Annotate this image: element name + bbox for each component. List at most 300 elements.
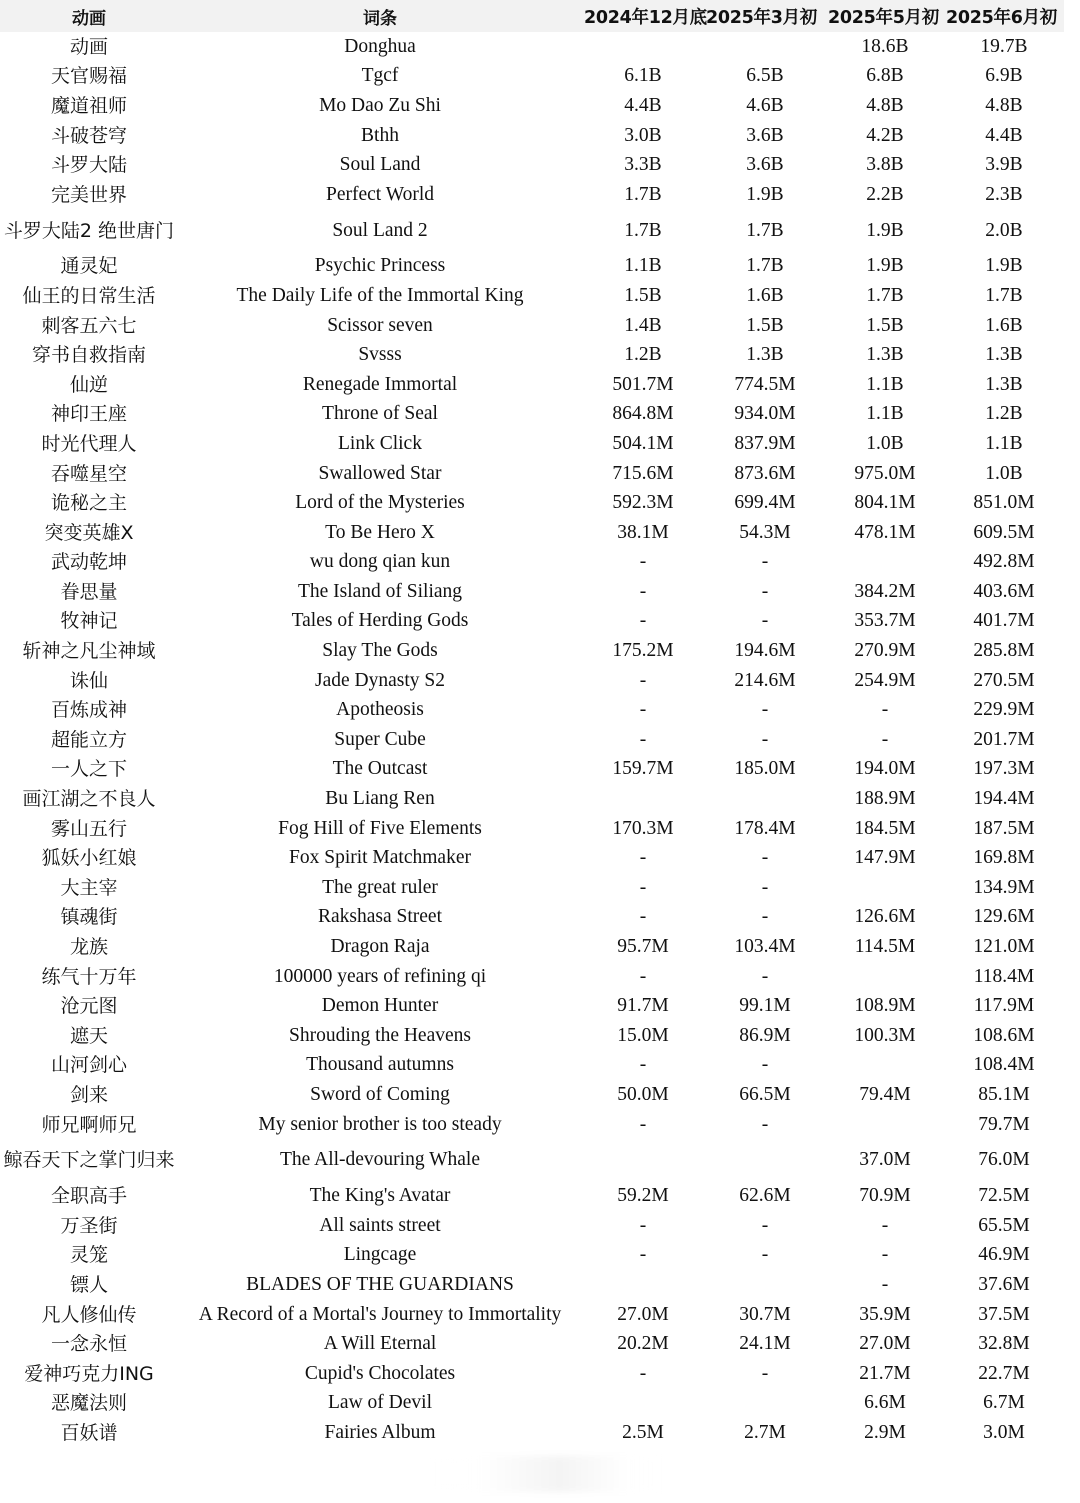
value-dec-2024: - — [639, 580, 647, 602]
value-jun-2025: 85.1M — [978, 1083, 1030, 1105]
value-dec-2024 — [582, 784, 704, 814]
value-may-2025 — [826, 548, 944, 578]
value-may-2025: - — [881, 728, 889, 750]
value-may-2025 — [826, 1051, 944, 1081]
name-en: Rakshasa Street — [317, 906, 442, 928]
table-row — [0, 1359, 1064, 1389]
value-mar-2025: 1.7B — [746, 255, 784, 277]
value-jun-2025: 401.7M — [973, 610, 1035, 632]
table-body — [0, 32, 1064, 1448]
value-jun-2025: 76.0M — [978, 1149, 1030, 1171]
table-row — [0, 459, 1064, 489]
value-mar-2025: - — [761, 847, 769, 869]
value-jun-2025: 72.5M — [978, 1185, 1030, 1207]
name-en: Slay The Gods — [322, 640, 438, 662]
table-row — [0, 32, 1064, 62]
value-mar-2025: 3.6B — [746, 154, 784, 176]
value-jun-2025: 201.7M — [973, 728, 1035, 750]
value-may-2025: 4.8B — [866, 94, 904, 116]
name-en: Mo Dao Zu Shi — [319, 94, 441, 116]
name-en: Swallowed Star — [318, 462, 442, 484]
name-cn: 斩神之凡尘神域 — [22, 640, 156, 663]
table-row — [0, 1181, 1064, 1211]
value-may-2025: 804.1M — [854, 492, 916, 514]
value-mar-2025: - — [761, 728, 769, 750]
name-en: Law of Devil — [328, 1392, 432, 1414]
table-row — [0, 518, 1064, 548]
value-may-2025: 254.9M — [854, 669, 916, 691]
name-cn: 穿书自救指南 — [31, 344, 146, 367]
name-en: Dragon Raja — [330, 936, 430, 958]
value-mar-2025: 837.9M — [734, 432, 796, 454]
value-dec-2024: - — [639, 699, 647, 721]
value-dec-2024: 27.0M — [617, 1303, 669, 1325]
value-jun-2025: 194.4M — [973, 788, 1035, 810]
value-jun-2025: 121.0M — [973, 936, 1035, 958]
value-dec-2024: 38.1M — [617, 521, 669, 543]
name-en: The Daily Life of the Immortal King — [236, 284, 524, 306]
name-en: Soul Land 2 — [332, 219, 428, 241]
value-mar-2025: 3.6B — [746, 124, 784, 146]
value-mar-2025: 62.6M — [739, 1185, 791, 1207]
value-jun-2025: 229.9M — [973, 699, 1035, 721]
value-dec-2024: 50.0M — [617, 1083, 669, 1105]
name-en: The King's Avatar — [309, 1185, 451, 1207]
name-cn: 牧神记 — [60, 610, 118, 633]
value-mar-2025: 1.7B — [746, 219, 784, 241]
value-mar-2025: 1.3B — [746, 344, 784, 366]
value-dec-2024: 175.2M — [612, 640, 674, 662]
value-jun-2025: 79.7M — [978, 1113, 1030, 1135]
value-may-2025: - — [881, 1244, 889, 1266]
table-row — [0, 1329, 1064, 1359]
value-dec-2024: 1.7B — [624, 183, 662, 205]
value-dec-2024: 4.4B — [624, 94, 662, 116]
value-mar-2025: 103.4M — [734, 936, 796, 958]
name-cn: 万圣街 — [60, 1214, 118, 1237]
table-row — [0, 340, 1064, 370]
name-en: A Will Eternal — [323, 1333, 437, 1355]
header-may-2025: 2025年5月初 — [828, 7, 939, 28]
name-en: wu dong qian kun — [309, 551, 451, 573]
value-jun-2025: 3.0M — [983, 1421, 1025, 1443]
value-dec-2024: 159.7M — [612, 758, 674, 780]
name-en: Lingcage — [343, 1244, 417, 1266]
table-row — [0, 1241, 1064, 1271]
value-may-2025: 126.6M — [854, 906, 916, 928]
value-dec-2024 — [582, 1139, 704, 1181]
table-row — [0, 577, 1064, 607]
name-cn: 神印王座 — [50, 403, 127, 426]
value-mar-2025: 178.4M — [734, 817, 796, 839]
name-en: Shrouding the Heavens — [289, 1024, 471, 1046]
value-jun-2025: 1.3B — [985, 373, 1023, 395]
value-dec-2024: - — [639, 669, 647, 691]
value-may-2025: 37.0M — [859, 1149, 911, 1171]
name-cn: 灵笼 — [69, 1244, 108, 1267]
name-cn: 斗破苍穹 — [50, 124, 127, 147]
value-mar-2025: 214.6M — [734, 669, 796, 691]
value-jun-2025: 197.3M — [973, 758, 1035, 780]
name-cn: 斗罗大陆2 绝世唐门 — [3, 219, 175, 242]
value-jun-2025: 2.0B — [985, 219, 1023, 241]
table-row — [0, 636, 1064, 666]
value-jun-2025: 1.9B — [985, 255, 1023, 277]
value-may-2025: 1.0B — [866, 432, 904, 454]
value-mar-2025: 30.7M — [739, 1303, 791, 1325]
table-row — [0, 991, 1064, 1021]
name-cn: 吞噬星空 — [50, 462, 127, 485]
table-row — [0, 548, 1064, 578]
value-may-2025: 3.8B — [866, 154, 904, 176]
value-mar-2025: - — [761, 1362, 769, 1384]
value-may-2025: 1.1B — [866, 373, 904, 395]
value-dec-2024: 91.7M — [617, 995, 669, 1017]
name-cn: 爱神巧克力ING — [24, 1362, 154, 1385]
value-dec-2024 — [582, 1389, 704, 1419]
name-cn: 一人之下 — [50, 758, 127, 781]
value-dec-2024: - — [639, 1054, 647, 1076]
name-en: Sword of Coming — [310, 1083, 450, 1105]
value-dec-2024: 170.3M — [612, 817, 674, 839]
value-jun-2025: 1.2B — [985, 403, 1023, 425]
value-jun-2025: 37.6M — [978, 1273, 1030, 1295]
name-cn: 百炼成神 — [50, 699, 127, 722]
value-dec-2024 — [582, 1270, 704, 1300]
value-jun-2025: 37.5M — [978, 1303, 1030, 1325]
value-mar-2025: 1.5B — [746, 314, 784, 336]
value-jun-2025: 270.5M — [973, 669, 1035, 691]
value-dec-2024: 1.7B — [624, 219, 662, 241]
name-cn: 诛仙 — [69, 669, 108, 692]
value-dec-2024: 3.0B — [624, 124, 662, 146]
value-jun-2025: 403.6M — [973, 580, 1035, 602]
value-dec-2024: 59.2M — [617, 1185, 669, 1207]
name-cn: 魔道祖师 — [50, 94, 127, 117]
value-mar-2025 — [704, 1389, 826, 1419]
value-mar-2025: 24.1M — [739, 1333, 791, 1355]
value-jun-2025: 1.1B — [985, 432, 1023, 454]
value-may-2025: 79.4M — [859, 1083, 911, 1105]
value-jun-2025: 118.4M — [973, 965, 1035, 987]
table-row — [0, 370, 1064, 400]
value-may-2025: 194.0M — [854, 758, 916, 780]
blurred-region — [432, 1456, 664, 1492]
value-dec-2024: 864.8M — [612, 403, 674, 425]
value-jun-2025: 609.5M — [973, 521, 1035, 543]
name-en: Super Cube — [334, 728, 426, 750]
value-may-2025: 4.2B — [866, 124, 904, 146]
value-jun-2025: 117.9M — [973, 995, 1035, 1017]
value-dec-2024: 1.4B — [624, 314, 662, 336]
value-may-2025: 108.9M — [854, 995, 916, 1017]
value-jun-2025: 108.6M — [973, 1024, 1035, 1046]
value-dec-2024: 592.3M — [612, 492, 674, 514]
name-en: The All-devouring Whale — [280, 1149, 480, 1171]
value-jun-2025: 1.7B — [985, 284, 1023, 306]
table-row — [0, 1389, 1064, 1419]
value-may-2025: 6.6M — [864, 1392, 906, 1414]
value-dec-2024: 20.2M — [617, 1333, 669, 1355]
table-row — [0, 932, 1064, 962]
value-mar-2025: - — [761, 1214, 769, 1236]
table-row — [0, 1300, 1064, 1330]
table-row — [0, 1211, 1064, 1241]
name-en: Fairies Album — [324, 1421, 436, 1443]
value-dec-2024: - — [639, 1244, 647, 1266]
name-en: Fox Spirit Matchmaker — [289, 847, 471, 869]
name-cn: 眷思量 — [60, 580, 118, 603]
table-row — [0, 311, 1064, 341]
value-mar-2025 — [704, 1270, 826, 1300]
table-row — [0, 400, 1064, 430]
name-cn: 全职高手 — [50, 1185, 127, 1208]
table-row — [0, 843, 1064, 873]
value-may-2025: 975.0M — [854, 462, 916, 484]
name-en: Svsss — [358, 344, 402, 366]
value-mar-2025: 1.6B — [746, 284, 784, 306]
value-may-2025: 353.7M — [854, 610, 916, 632]
table-row — [0, 784, 1064, 814]
table-row — [0, 1021, 1064, 1051]
value-may-2025: 1.7B — [866, 284, 904, 306]
value-jun-2025: 169.8M — [973, 847, 1035, 869]
name-en: My senior brother is too steady — [258, 1113, 502, 1135]
value-may-2025: - — [881, 1214, 889, 1236]
value-dec-2024: - — [639, 1113, 647, 1135]
value-dec-2024: - — [639, 965, 647, 987]
value-dec-2024: 1.1B — [624, 255, 662, 277]
value-mar-2025: 699.4M — [734, 492, 796, 514]
name-en: Soul Land — [339, 154, 421, 176]
value-mar-2025: 934.0M — [734, 403, 796, 425]
value-jun-2025: 2.3B — [985, 183, 1023, 205]
name-cn: 仙逆 — [69, 373, 108, 396]
name-en: Cupid's Chocolates — [304, 1362, 456, 1384]
value-mar-2025: 194.6M — [734, 640, 796, 662]
value-jun-2025: 32.8M — [978, 1333, 1030, 1355]
value-mar-2025: - — [761, 1054, 769, 1076]
value-dec-2024: - — [639, 728, 647, 750]
name-cn: 百妖谱 — [60, 1421, 118, 1444]
name-en: BLADES OF THE GUARDIANS — [246, 1273, 514, 1295]
table-row — [0, 873, 1064, 903]
value-dec-2024: - — [639, 876, 647, 898]
value-may-2025: 35.9M — [859, 1303, 911, 1325]
value-dec-2024: 1.5B — [624, 284, 662, 306]
value-may-2025: 27.0M — [859, 1333, 911, 1355]
value-may-2025: 1.9B — [866, 219, 904, 241]
value-dec-2024: - — [639, 551, 647, 573]
value-may-2025: 184.5M — [854, 817, 916, 839]
value-mar-2025: 1.9B — [746, 183, 784, 205]
value-jun-2025: 6.7M — [983, 1392, 1025, 1414]
name-en: Lord of the Mysteries — [295, 492, 465, 514]
header-donghua: 动画 — [72, 8, 106, 29]
value-mar-2025: 873.6M — [734, 462, 796, 484]
value-dec-2024: - — [639, 847, 647, 869]
name-en: Demon Hunter — [321, 995, 439, 1017]
name-en: Throne of Seal — [322, 403, 438, 425]
name-en: The Island of Siliang — [297, 580, 463, 602]
table-header — [0, 0, 1064, 32]
value-may-2025: 384.2M — [854, 580, 916, 602]
name-en: Perfect World — [326, 183, 434, 205]
table-row — [0, 695, 1064, 725]
header-jun-2025: 2025年6月初 — [946, 7, 1057, 28]
name-en: Apotheosis — [336, 699, 424, 721]
name-en: The great ruler — [322, 876, 438, 898]
value-may-2025: 2.2B — [866, 183, 904, 205]
name-cn: 仙王的日常生活 — [22, 284, 156, 307]
value-dec-2024: 501.7M — [612, 373, 674, 395]
value-mar-2025: - — [761, 965, 769, 987]
value-may-2025: 2.9M — [864, 1421, 906, 1443]
table-row — [0, 755, 1064, 785]
value-may-2025: 1.1B — [866, 403, 904, 425]
name-cn: 诡秘之主 — [50, 492, 127, 515]
name-en: Tales of Herding Gods — [291, 610, 469, 632]
value-dec-2024: - — [639, 610, 647, 632]
table-row — [0, 150, 1064, 180]
name-en: Bthh — [361, 124, 399, 146]
value-jun-2025: 285.8M — [973, 640, 1035, 662]
value-mar-2025 — [704, 1139, 826, 1181]
header-mar-2025: 2025年3月初 — [706, 7, 817, 28]
name-en: Thousand autumns — [306, 1054, 454, 1076]
name-en: Tgcf — [361, 65, 399, 87]
value-may-2025: 478.1M — [854, 521, 916, 543]
name-cn: 大主宰 — [60, 876, 118, 899]
table-row — [0, 252, 1064, 282]
value-dec-2024: - — [639, 1214, 647, 1236]
name-cn: 练气十万年 — [41, 965, 137, 988]
value-jun-2025: 3.9B — [985, 154, 1023, 176]
name-cn: 时光代理人 — [41, 432, 137, 455]
name-cn: 雾山五行 — [50, 817, 127, 840]
value-may-2025: 1.3B — [866, 344, 904, 366]
name-cn: 剑来 — [69, 1083, 108, 1106]
table-row — [0, 210, 1064, 252]
value-mar-2025: 99.1M — [739, 995, 791, 1017]
value-jun-2025: 22.7M — [978, 1362, 1030, 1384]
value-jun-2025: 65.5M — [978, 1214, 1030, 1236]
table-row — [0, 1080, 1064, 1110]
name-cn: 师兄啊师兄 — [41, 1113, 137, 1136]
table-row — [0, 121, 1064, 151]
table-row — [0, 180, 1064, 210]
name-en: Renegade Immortal — [302, 373, 458, 395]
value-mar-2025 — [704, 32, 826, 62]
value-jun-2025: 1.3B — [985, 344, 1023, 366]
value-mar-2025: 774.5M — [734, 373, 796, 395]
table-row — [0, 962, 1064, 992]
value-mar-2025: 6.5B — [746, 65, 784, 87]
name-cn: 刺客五六七 — [41, 314, 137, 337]
name-cn: 超能立方 — [50, 728, 127, 751]
header-entry: 词条 — [363, 8, 397, 29]
value-mar-2025: - — [761, 876, 769, 898]
name-en: Jade Dynasty S2 — [315, 669, 445, 691]
value-may-2025: - — [881, 1273, 889, 1295]
table-row — [0, 903, 1064, 933]
value-may-2025: 1.5B — [866, 314, 904, 336]
table-row — [0, 814, 1064, 844]
value-dec-2024: 95.7M — [617, 936, 669, 958]
name-cn: 动画 — [69, 35, 108, 58]
name-en: Donghua — [344, 35, 416, 57]
table-row — [0, 1110, 1064, 1140]
value-may-2025: 270.9M — [854, 640, 916, 662]
name-en: Scissor seven — [327, 314, 433, 336]
value-jun-2025: 46.9M — [978, 1244, 1030, 1266]
name-cn: 镖人 — [69, 1273, 108, 1296]
value-may-2025: 70.9M — [859, 1185, 911, 1207]
value-jun-2025: 6.9B — [985, 65, 1023, 87]
name-en: Link Click — [338, 432, 422, 454]
value-mar-2025: 4.6B — [746, 94, 784, 116]
value-may-2025 — [826, 1110, 944, 1140]
table-row — [0, 62, 1064, 92]
table-row — [0, 91, 1064, 121]
value-jun-2025: 1.0B — [985, 462, 1023, 484]
name-cn: 鲸吞天下之掌门归来 — [3, 1149, 175, 1172]
value-dec-2024: - — [639, 1362, 647, 1384]
value-jun-2025: 4.8B — [985, 94, 1023, 116]
name-cn: 凡人修仙传 — [41, 1303, 137, 1326]
value-may-2025: 6.8B — [866, 65, 904, 87]
value-jun-2025: 19.7B — [980, 35, 1028, 57]
value-may-2025: 21.7M — [859, 1362, 911, 1384]
value-jun-2025: 492.8M — [973, 551, 1035, 573]
value-dec-2024 — [582, 32, 704, 62]
name-en: A Record of a Mortal's Journey to Immortality — [198, 1303, 562, 1325]
value-jun-2025: 1.6B — [985, 314, 1023, 336]
value-may-2025: 100.3M — [854, 1024, 916, 1046]
value-may-2025 — [826, 962, 944, 992]
value-may-2025: 188.9M — [854, 788, 916, 810]
name-cn: 突变英雄X — [44, 521, 134, 544]
name-cn: 镇魂街 — [60, 906, 118, 929]
table-row — [0, 666, 1064, 696]
table-row — [0, 429, 1064, 459]
table-row — [0, 725, 1064, 755]
value-jun-2025: 187.5M — [973, 817, 1035, 839]
value-mar-2025: - — [761, 610, 769, 632]
name-cn: 沧元图 — [60, 995, 118, 1018]
value-mar-2025: - — [761, 1244, 769, 1266]
name-cn: 通灵妃 — [60, 255, 118, 278]
name-cn: 恶魔法则 — [50, 1392, 127, 1415]
name-cn: 完美世界 — [50, 183, 127, 206]
name-cn: 画江湖之不良人 — [22, 788, 156, 811]
table-row — [0, 1418, 1064, 1448]
value-may-2025: 114.5M — [854, 936, 916, 958]
value-mar-2025: - — [761, 551, 769, 573]
value-jun-2025: 4.4B — [985, 124, 1023, 146]
value-jun-2025: 134.9M — [973, 876, 1035, 898]
value-dec-2024: 3.3B — [624, 154, 662, 176]
value-jun-2025: 129.6M — [973, 906, 1035, 928]
header-dec-2024: 2024年12月底 — [584, 7, 707, 28]
value-may-2025 — [826, 873, 944, 903]
value-mar-2025: 2.7M — [744, 1421, 786, 1443]
value-dec-2024: 2.5M — [622, 1421, 664, 1443]
value-dec-2024: 15.0M — [617, 1024, 669, 1046]
value-mar-2025: - — [761, 699, 769, 721]
name-en: Bu Liang Ren — [325, 788, 435, 810]
table-row — [0, 488, 1064, 518]
